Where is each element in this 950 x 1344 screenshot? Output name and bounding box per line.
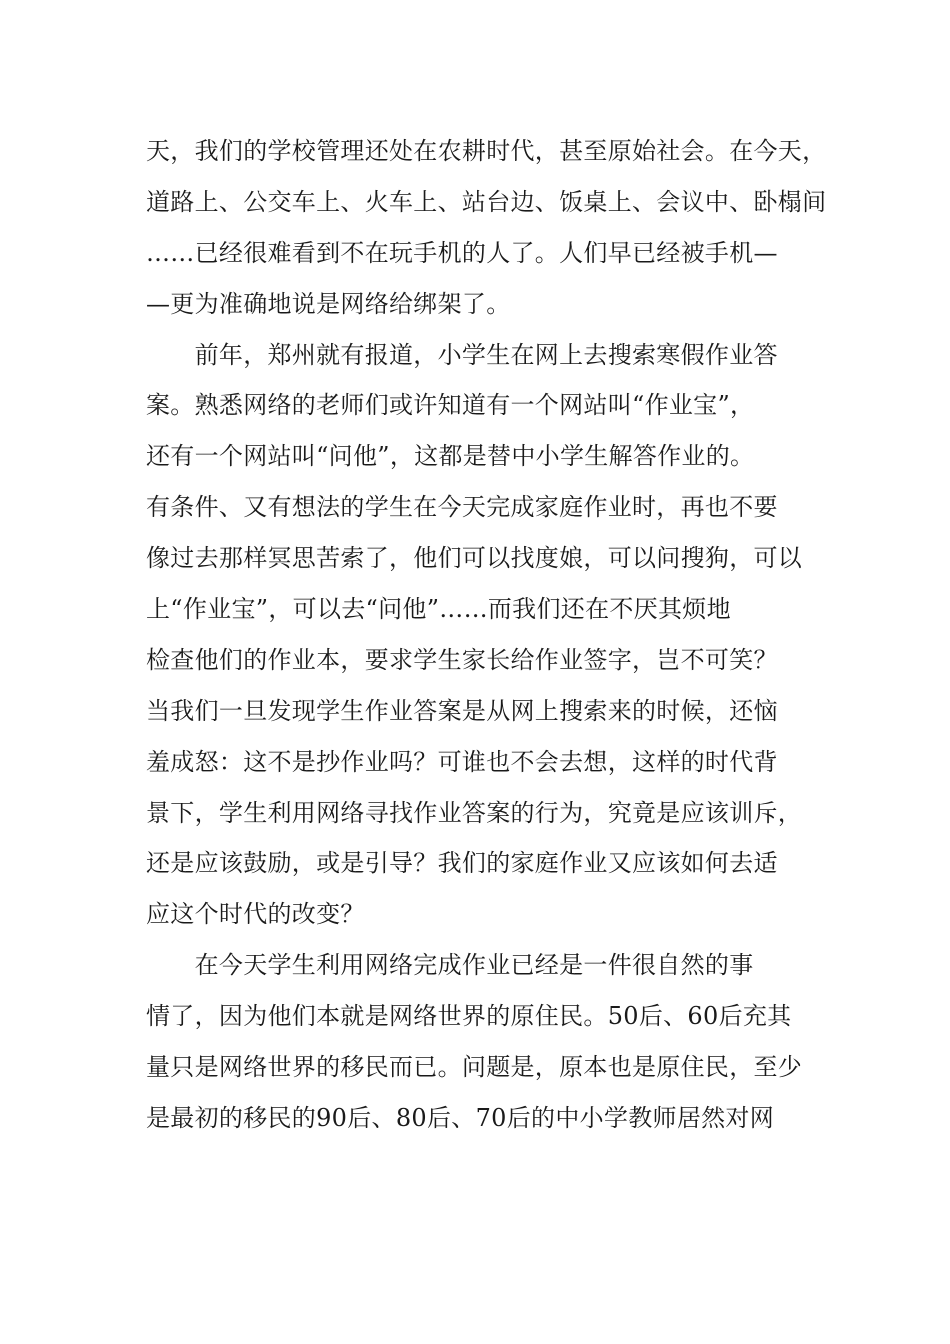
body-text [146, 126, 827, 1144]
text-line: 检查他们的作业本，要求学生家长给作业签字，岂不可笑？ [146, 645, 778, 674]
text-line: 上“作业宝”，可以去“问他”……而我们还在不厌其烦地 [146, 595, 731, 624]
text-line: 是最初的移民的90后、80后、70后的中小学教师居然对网 [146, 1103, 775, 1132]
text-line: 羞成怒：这不是抄作业吗？可谁也不会去想，这样的时代背 [146, 747, 778, 776]
text-line: —更为准确地说是网络给绑架了。 [146, 289, 511, 318]
text-line: 应这个时代的改变？ [146, 900, 365, 929]
text-line: 有条件、又有想法的学生在今天完成家庭作业时，再也不要 [146, 493, 778, 522]
text-line: 还有一个网站叫“问他”，这都是替中小学生解答作业的。 [146, 442, 755, 471]
paragraph-start-line: 前年，郑州就有报道，小学生在网上去搜索寒假作业答 [146, 340, 778, 369]
text-line: 景下，学生利用网络寻找作业答案的行为，究竟是应该训斥， [146, 798, 803, 827]
text-line: 情了，因为他们本就是网络世界的原住民。50后、60后充其 [146, 1002, 792, 1031]
text-line: 像过去那样冥思苦索了，他们可以找度娘，可以问搜狗，可以 [146, 544, 803, 573]
text-line: 天，我们的学校管理还处在农耕时代，甚至原始社会。在今天， [146, 137, 827, 165]
text-line: 当我们一旦发现学生作业答案是从网上搜索来的时候，还恼 [146, 696, 778, 725]
text-line: 还是应该鼓励，或是引导？我们的家庭作业又应该如何去适 [146, 849, 778, 878]
text-line: 道路上、公交车上、火车上、站台边、饭桌上、会议中、卧榻间 [146, 187, 827, 216]
text-line: ……已经很难看到不在玩手机的人了。人们早已经被手机— [146, 238, 778, 267]
text-line: 案。熟悉网络的老师们或许知道有一个网站叫“作业宝”， [146, 391, 755, 420]
text-line: 量只是网络世界的移民而已。问题是，原本也是原住民，至少 [146, 1053, 803, 1082]
paragraph-start-line: 在今天学生利用网络完成作业已经是一件很自然的事 [146, 951, 754, 980]
